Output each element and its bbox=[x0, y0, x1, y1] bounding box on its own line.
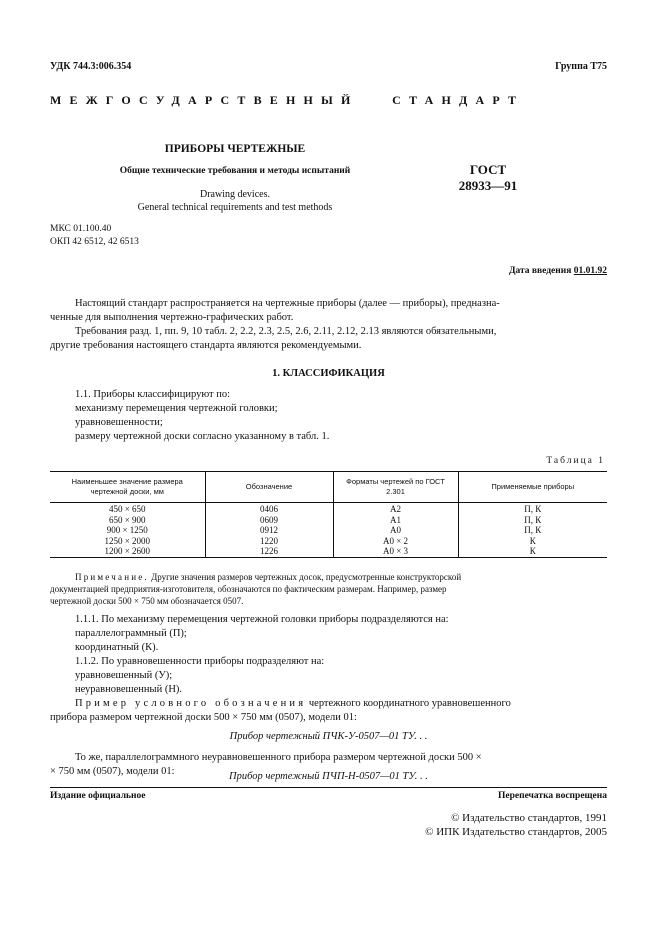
footer-divider bbox=[50, 787, 607, 788]
clause-1-1-2-item-2: неуравновешенный (Н). bbox=[75, 684, 183, 695]
table-cell: А2 bbox=[333, 503, 458, 515]
table-header-board-size: Наименьшее значение размера чертежной доски, мм bbox=[50, 472, 205, 503]
table-cell: К bbox=[458, 546, 607, 557]
table-cell: 900 × 1250 bbox=[106, 525, 148, 536]
table-1-label: Таблица 1 bbox=[546, 456, 605, 466]
table-header-designation: Обозначение bbox=[205, 472, 333, 503]
table-row bbox=[50, 546, 607, 557]
table-cell: 1220 bbox=[205, 536, 333, 547]
table-cell: П, К bbox=[458, 515, 607, 526]
copyright-line-2: © ИПК Издательство стандартов, 2005 bbox=[425, 826, 607, 838]
okp-code: ОКП 42 6512, 42 6513 bbox=[50, 237, 139, 247]
example-line-1 bbox=[75, 698, 511, 709]
intro-paragraph-1-line-2: ченные для выполнения чертежно-графических работ. bbox=[50, 312, 294, 323]
section-1-line-2: механизму перемещения чертежной головки; bbox=[75, 403, 278, 414]
table-note-line-3: чертежной доски 500 × 750 мм обозначается 0507. bbox=[50, 596, 244, 606]
table-cell: 0609 bbox=[205, 515, 333, 526]
intro-paragraph-2-line-1: Требования разд. 1, пп. 9, 10 табл. 2, 2.2, 2.3, 2.5, 2.6, 2.11, 2.12, 2.13 являются обязательными, bbox=[75, 326, 497, 337]
table-cell: К bbox=[458, 536, 607, 547]
section-1-line-3: уравновешенности; bbox=[75, 417, 163, 428]
table-row bbox=[50, 503, 607, 515]
copyright-line-1: © Издательство стандартов, 1991 bbox=[451, 812, 607, 824]
table-header-formats: Форматы чертежей по ГОСТ 2.301 bbox=[333, 472, 458, 503]
gost-label: ГОСТ bbox=[469, 162, 507, 177]
table-cell: А1 bbox=[333, 515, 458, 526]
clause-1-1-1-item-2: координатный (К). bbox=[75, 642, 159, 653]
introduction-date-label: Дата введения bbox=[508, 266, 572, 276]
official-edition-label: Издание официальное bbox=[50, 791, 146, 801]
table-row bbox=[50, 525, 607, 536]
clause-1-1-2: 1.1.2. По уравновешенности приборы подразделяют на: bbox=[75, 656, 325, 667]
table-cell: 0912 bbox=[205, 525, 333, 536]
reprint-prohibited-label: Перепечатка воспрещена bbox=[497, 791, 607, 801]
introduction-date bbox=[509, 266, 607, 276]
table-1 bbox=[50, 471, 607, 558]
english-title-line-2: General technical requirements and test methods bbox=[137, 202, 333, 213]
same-example-line-2: × 750 мм (0507), модели 01: bbox=[50, 766, 175, 777]
section-1-heading: 1. КЛАССИФИКАЦИЯ bbox=[272, 368, 385, 379]
example-text: чертежного координатного уравновешенного bbox=[306, 698, 511, 709]
clause-1-1-2-item-1: уравновешенный (У); bbox=[75, 670, 173, 681]
table-cell: П, К bbox=[458, 525, 607, 536]
udk-code: УДК 744.3:006.354 bbox=[50, 61, 132, 72]
table-note-label: Примечание. bbox=[75, 572, 149, 582]
document-title: ПРИБОРЫ ЧЕРТЕЖНЫЕ bbox=[164, 143, 306, 155]
gost-number: 28933—91 bbox=[458, 178, 518, 193]
example-designation-2-text: Прибор чертежный ПЧП-Н-0507—01 ТУ. . . bbox=[229, 771, 428, 782]
table-cell: 450 × 650 bbox=[108, 504, 146, 514]
section-1-line-1: 1.1. Приборы классифицируют по: bbox=[75, 389, 231, 400]
table-cell: 0406 bbox=[205, 503, 333, 515]
table-cell: А0 × 2 bbox=[333, 536, 458, 547]
example-line-2: прибора размером чертежной доски 500 × 750 мм (0507), модели 01: bbox=[50, 712, 357, 723]
table-cell: П, К bbox=[458, 503, 607, 515]
table-header-devices: Применяемые приборы bbox=[458, 472, 607, 503]
table-note-line-2: документацией предприятия-изготовителя, обозначаются по фактическим размерам. Например, размер bbox=[50, 584, 447, 594]
table-note-text: Другие значения размеров чертежных досок, предусмотренные конструкторской bbox=[148, 572, 462, 582]
clause-1-1-1: 1.1.1. По механизму перемещения чертежной головки приборы подразделяются на: bbox=[75, 614, 449, 625]
introduction-date-value: 01.01.92 bbox=[573, 266, 607, 276]
table-cell: А0 × 3 bbox=[333, 546, 458, 557]
standard-banner: МЕЖГОСУДАРСТВЕННЫЙ СТАНДАРТ bbox=[50, 93, 525, 107]
english-title-line-1: Drawing devices. bbox=[200, 189, 270, 200]
group-code: Группа Т75 bbox=[555, 61, 607, 72]
table-header-row bbox=[50, 472, 607, 503]
example-label: Пример условного обозначения bbox=[75, 698, 307, 709]
example-designation-1: Прибор чертежный ПЧК-У-0507—01 ТУ. . . bbox=[229, 731, 428, 742]
intro-paragraph-1-line-1: Настоящий стандарт распространяется на чертежные приборы (далее — приборы), предназна- bbox=[75, 298, 500, 309]
table-cell: А0 bbox=[333, 525, 458, 536]
example-designation-2 bbox=[50, 771, 607, 782]
section-1-line-4: размеру чертежной доски согласно указанному в табл. 1. bbox=[75, 431, 330, 442]
table-cell: 650 × 900 bbox=[108, 514, 146, 525]
same-example-line-1: То же, параллелограммного неуравновешенного прибора размером чертежной доски 500 × bbox=[75, 752, 482, 763]
clause-1-1-1-item-1: параллелограммный (П); bbox=[75, 628, 187, 639]
intro-paragraph-2-line-2: другие требования настоящего стандарта являются рекомендуемыми. bbox=[50, 340, 362, 351]
mks-code: МКС 01.100.40 bbox=[50, 224, 112, 234]
document-subtitle: Общие технические требования и методы испытаний bbox=[119, 166, 351, 176]
table-cell: 1250 × 2000 bbox=[104, 535, 151, 546]
table-note-line-1 bbox=[75, 572, 461, 582]
table-row bbox=[50, 515, 607, 526]
table-cell: 1226 bbox=[205, 546, 333, 557]
table-row bbox=[50, 536, 607, 547]
table-cell: 1200 × 2600 bbox=[50, 546, 205, 557]
